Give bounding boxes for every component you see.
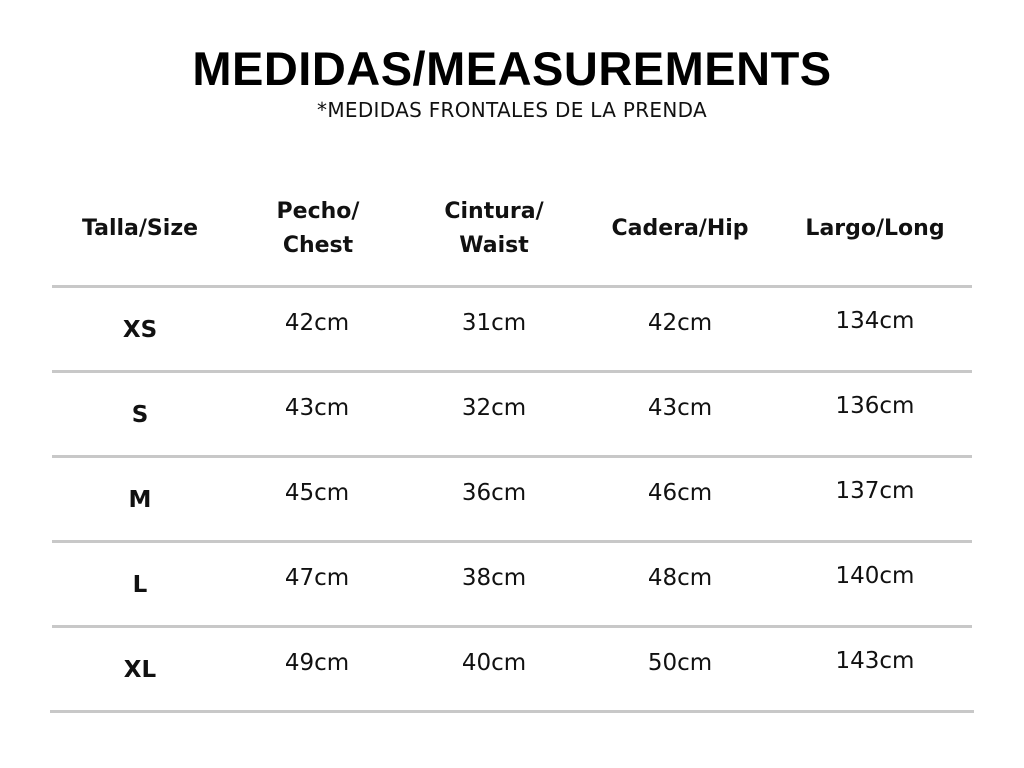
header-chest	[238, 193, 398, 265]
cell-chest: 49cm	[284, 650, 350, 676]
cell-waist: 32cm	[461, 395, 527, 421]
cell-chest: 45cm	[284, 480, 350, 506]
cell-long: 134cm	[835, 308, 915, 334]
header-hip-line1: Cadera/Hip	[611, 216, 749, 241]
table-rule	[52, 540, 972, 543]
cell-chest: 47cm	[284, 565, 350, 591]
header-hip	[595, 193, 765, 265]
page-title: MEDIDAS/MEASUREMENTS	[192, 42, 832, 95]
cell-size: M	[128, 487, 152, 513]
cell-hip: 50cm	[647, 650, 713, 676]
cell-size: XL	[123, 657, 157, 683]
table-rule	[50, 710, 974, 713]
table-rule	[52, 285, 972, 288]
header-chest-line1: Pecho/	[276, 199, 360, 224]
cell-hip: 46cm	[647, 480, 713, 506]
cell-waist: 36cm	[461, 480, 527, 506]
header-chest-line2: Chest	[282, 233, 354, 258]
table-rule	[52, 455, 972, 458]
cell-chest: 43cm	[284, 395, 350, 421]
cell-size: L	[132, 572, 148, 598]
cell-hip: 43cm	[647, 395, 713, 421]
cell-chest: 42cm	[284, 310, 350, 336]
table-rule	[52, 625, 972, 628]
cell-waist: 40cm	[461, 650, 527, 676]
table-rule	[52, 370, 972, 373]
header-waist-line2: Waist	[459, 233, 529, 258]
cell-hip: 48cm	[647, 565, 713, 591]
header-size-line1: Talla/Size	[81, 216, 199, 241]
header-long-line1: Largo/Long	[805, 216, 945, 241]
cell-hip: 42cm	[647, 310, 713, 336]
cell-long: 136cm	[835, 393, 915, 419]
cell-waist: 38cm	[461, 565, 527, 591]
cell-long: 140cm	[835, 563, 915, 589]
header-long	[790, 193, 960, 265]
cell-size: XS	[122, 317, 158, 343]
cell-long: 137cm	[835, 478, 915, 504]
cell-size: S	[131, 402, 149, 428]
cell-waist: 31cm	[461, 310, 527, 336]
page-subtitle: *MEDIDAS FRONTALES DE LA PRENDA	[317, 98, 707, 122]
header-waist	[414, 193, 574, 265]
header-waist-line1: Cintura/	[444, 199, 544, 224]
cell-long: 143cm	[835, 648, 915, 674]
header-size	[60, 193, 220, 265]
